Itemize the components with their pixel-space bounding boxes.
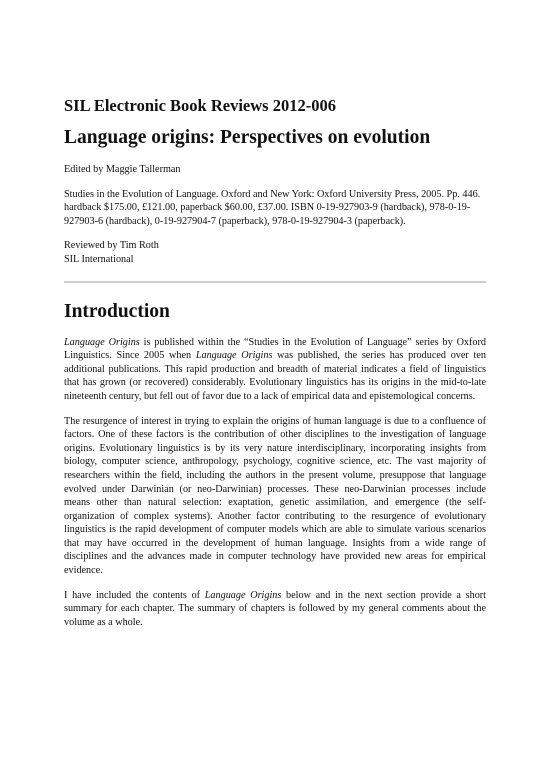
book-title: Language origins: Perspectives on evolution (64, 127, 431, 148)
reviewer-line: Reviewed by Tim Roth (64, 240, 159, 252)
introduction-paragraph-1 (64, 336, 486, 404)
review-content (64, 95, 486, 629)
series-heading: SIL Electronic Book Reviews 2012-006 (64, 96, 336, 115)
reviewer-organization: SIL International (64, 253, 134, 265)
introduction-paragraph-2: The resurgence of interest in trying to explain the origins of human language is due to a confluence of factors. One of these factors is the contribution of other disciplines to the investigation of language origins. Evolutionary linguistics is by its very nature interdisciplinary, incorporating insights from biology, computer science, anthropology, psychology, cognitive science, etc. The vast majority of researchers within the field, including the authors in the present volume, presuppose that language evolved under Darwinian (or neo-Darwinian) processes. These neo-Darwinian processes include means other than natural selection: exaptation, genetic assimilation, and emergence (the self-organization of complex systems). Another factor contributing to the resurgence of evolutionary linguistics is the rapid development of computer models which are able to simulate various scenarios that may have occurred in the development of human language. Insights from a wide range of disciplines and the advances made in computer technology have provided new areas for empirical evidence. (64, 415, 486, 577)
paragraph-text: below and in the next section provide a short summary for each chapter. The summary of chapters is followed by my general comments about the volume as a whole. (64, 589, 487, 628)
paragraph-text: I have included the contents of (64, 589, 205, 601)
paragraph-text: was published, the series has produced over ten additional publications. This rapid production and breadth of material indicates a field of linguistics that has grown (or recovered) considerably. Evolutionary linguistics has its origins in the mid-to-late nineteenth century, but fell out of favor due to a lack of empirical data and epistemological concerns. (64, 350, 486, 402)
introduction-heading: Introduction (64, 300, 170, 322)
publication-details: Studies in the Evolution of Language. Oxford and New York: Oxford University Press, 2005. Pp. 446. hardback $175.00, £121.00, paperback $60.00, £37.00. ISBN 0-19-927903-9 (hardback), 978-0-19-927903-6 (hardback), 0-19-927904-7 (paperback), 978-0-19-927904-3 (paperback). (64, 188, 481, 227)
book-title-italic: Language Origins (64, 336, 140, 348)
book-title-italic: Language Origins (204, 589, 282, 601)
book-title-italic: Language Origins (195, 350, 273, 362)
introduction-paragraph-3 (64, 589, 486, 630)
paragraph-text: is published within the “Studies in the Evolution of Language” series by Oxford Linguistics. Since 2005 when (64, 336, 486, 362)
section-divider (64, 281, 486, 283)
editor-line: Edited by Maggie Tallerman (64, 164, 181, 175)
